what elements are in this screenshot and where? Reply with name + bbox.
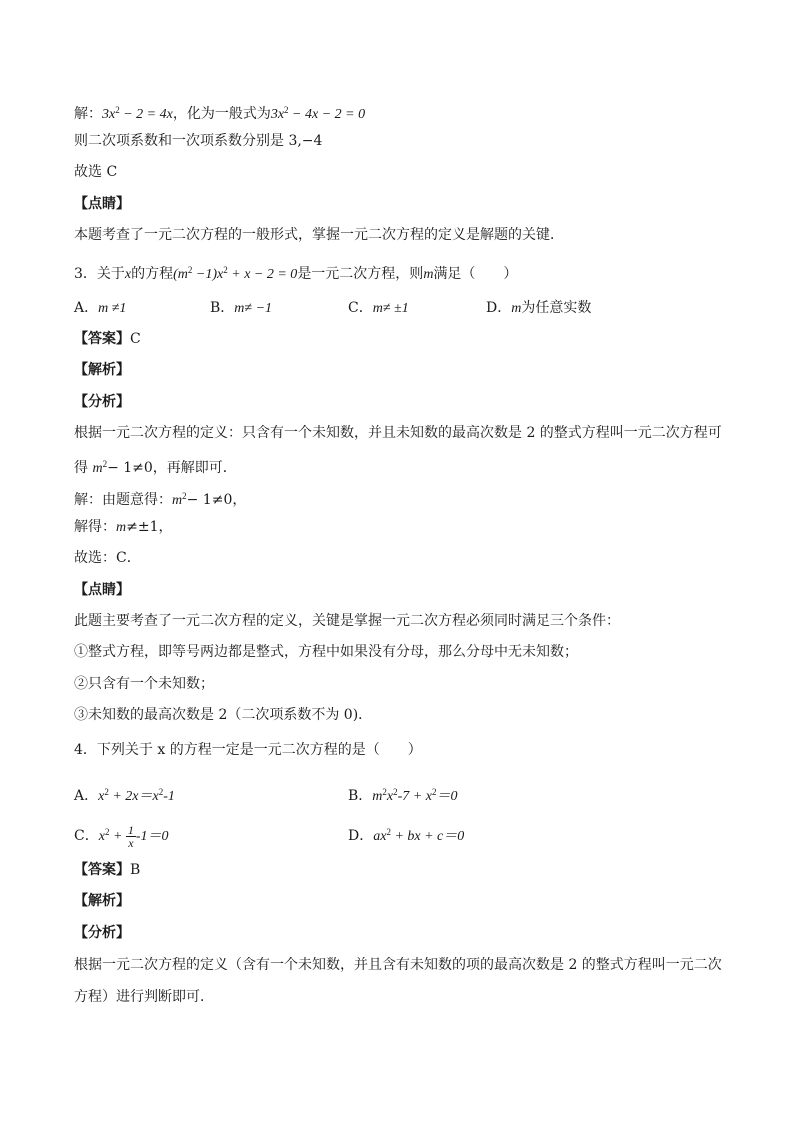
q2-tip-heading: 【点睛】 <box>74 196 130 212</box>
q3-fenxi-line-2: 得 $m^2- 1\ne 0$，再解即可． <box>74 459 237 476</box>
q4-option-a: A．$x^2 + 2x=x^2-1$ <box>74 787 175 804</box>
q4-fenxi-line-2: 方程）进行判断即可． <box>74 989 214 1005</box>
q3-option-d: D．m为任意实数 <box>486 300 592 316</box>
q3-answer: 【答案】C <box>74 331 141 347</box>
q2-coef-line: 则二次项系数和一次项系数分别是 3,−4 <box>74 133 323 149</box>
q3-stem: 3．关于x的方程$(m^2 -1)x^2 + x - 2 = 0$是一元二次方程，则m满足（ ） <box>74 265 518 282</box>
q3-option-b: B．m≠ −1 <box>210 300 273 316</box>
q3-option-a: A．m ≠1 <box>74 300 127 316</box>
q3-analysis-heading: 【解析】 <box>74 362 130 378</box>
q3-condition-1: ①整式方程，即等号两边都是整式，方程中如果没有分母，那么分母中无未知数； <box>74 644 578 660</box>
q4-stem: 4．下列关于 x 的方程一定是一元二次方程的是（ ） <box>74 742 422 758</box>
q2-tip-body: 本题考查了一元二次方程的一般形式，掌握一元二次方程的定义是解题的关键． <box>74 227 564 243</box>
fraction-one-over-x: $\frac{1}{x}$ <box>127 822 134 850</box>
q3-tip-heading: 【点睛】 <box>74 582 130 598</box>
q2-choice: 故选 C <box>74 164 118 180</box>
q3-condition-2: ②只含有一个未知数； <box>74 676 214 692</box>
q4-answer: 【答案】B <box>74 862 141 878</box>
q3-solved: 解得：m≠±1， <box>74 519 173 535</box>
equation-original: $3x^2 - 2 = 4x$ <box>102 105 173 122</box>
equation-general-form: $3x^2 - 4x - 2 = 0$ <box>270 105 366 122</box>
q3-option-c: C．m≠ ±1 <box>348 300 409 316</box>
q2-solution-line: 解：$3x^2 - 2 = 4x$，化为一般式为$3x^2 - 4x - 2 = 0$ <box>74 105 366 122</box>
q3-tip-body: 此题主要考查了一元二次方程的定义，关键是掌握一元二次方程必须同时满足三个条件： <box>74 613 620 629</box>
q3-solution: 解：由题意得：$m^2- 1\ne 0$， <box>74 491 247 508</box>
q4-option-d: D．$ax^2$ + bx + c＝0 <box>348 827 465 844</box>
q4-analysis-heading: 【解析】 <box>74 893 130 909</box>
q4-option-c: C．$x^2$ + $\frac{1}{x}$ -1＝0 <box>74 822 169 850</box>
q4-fenxi-line-1: 根据一元二次方程的定义（含有一个未知数，并且含有未知数的项的最高次数是 2 的整式方程叫一元二次 <box>74 957 722 973</box>
q4-option-b: B．$m^2x^2-7 + x^2=0$ <box>348 787 458 804</box>
q3-choice: 故选：C． <box>74 550 141 566</box>
q3-fenxi-heading: 【分析】 <box>74 394 130 410</box>
q3-condition-3: ③未知数的最高次数是 2（二次项系数不为 0)． <box>74 707 373 723</box>
q3-equation: $(m^2 -1)x^2 + x - 2 = 0$ <box>173 265 298 282</box>
q4-fenxi-heading: 【分析】 <box>74 925 130 941</box>
q3-fenxi-line-1: 根据一元二次方程的定义：只含有一个未知数，并且未知数的最高次数是 2 的整式方程叫一元二次方程可 <box>74 425 722 441</box>
